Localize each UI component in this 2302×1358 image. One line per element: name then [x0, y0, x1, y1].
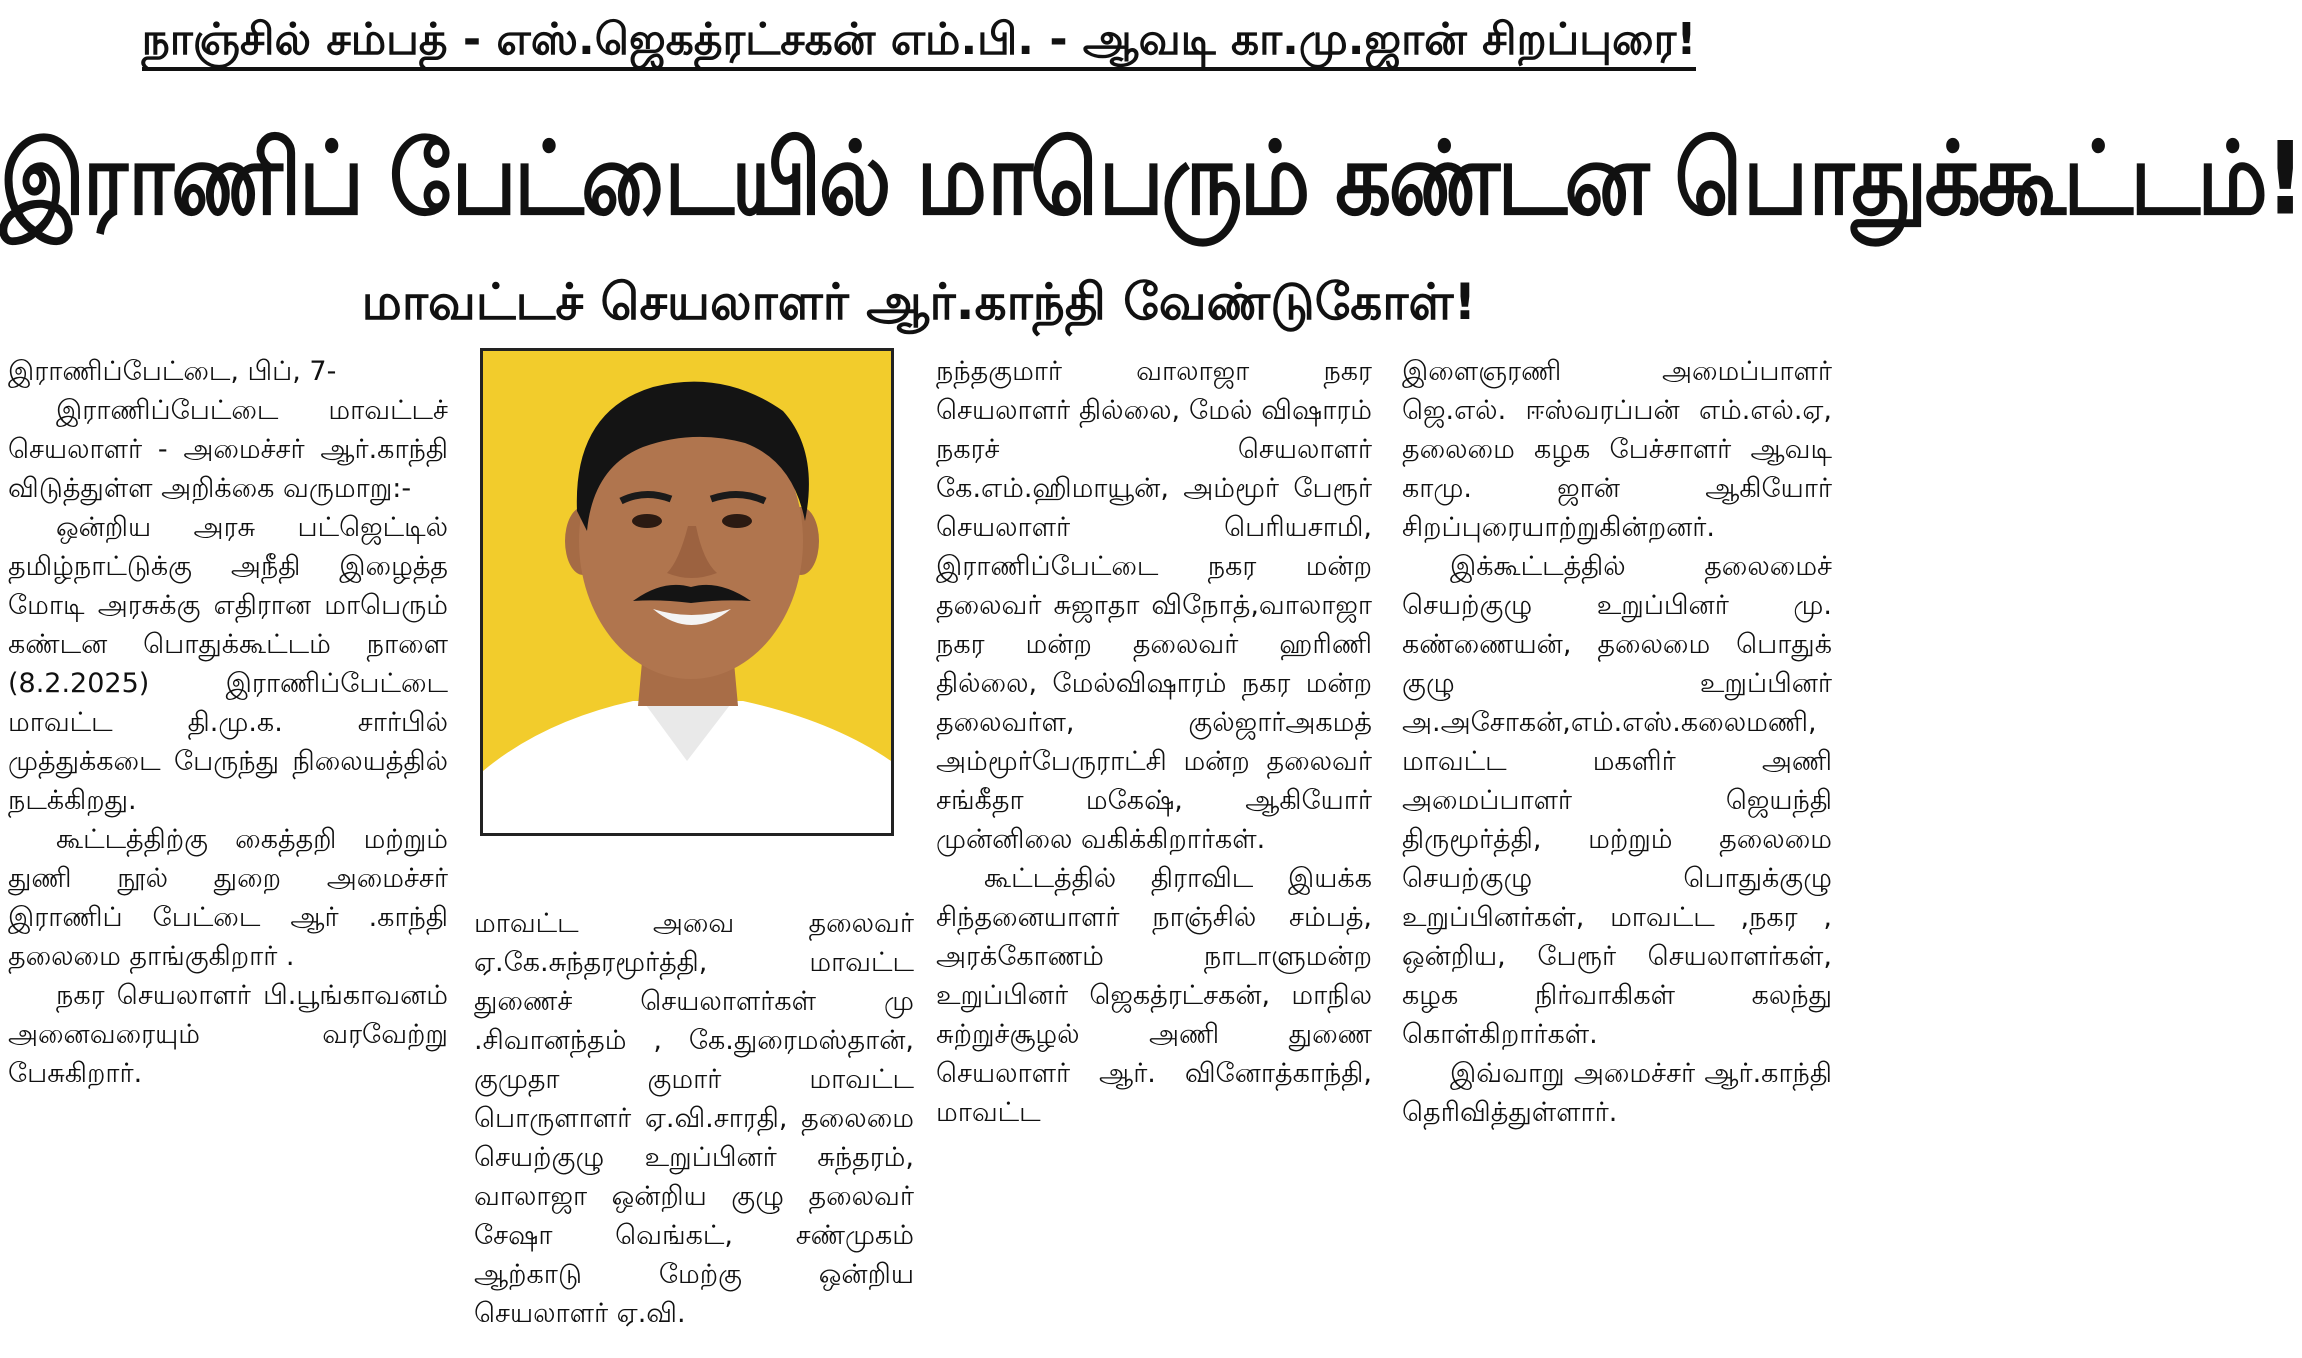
paragraph: இராணிப்பேட்டை மாவட்டச் செயலாளர் - அமைச்சர் ஆர்.காந்தி விடுத்துள்ள அறிக்கை வருமாறு:- — [8, 395, 448, 504]
subheadline: மாவட்டச் செயலாளர் ஆர்.காந்தி வேண்டுகோள்! — [361, 273, 1477, 331]
article-column-4 — [1402, 352, 1832, 1132]
paragraph: இவ்வாறு அமைச்சர் ஆர்.காந்தி தெரிவித்துள்ளார். — [1402, 1058, 1832, 1128]
paragraph: இளைஞரணி அமைப்பாளர் ஜெ.எல். ஈஸ்வரப்பன் எம்.எல்.ஏ, தலைமை கழக பேச்சாளர் ஆவடி காமு. ஜான் ஆகியோர் சிறப்புரையாற்றுகின்றனர். — [1402, 356, 1832, 543]
article-column-1 — [8, 352, 448, 1093]
article-column-2 — [474, 904, 914, 1333]
paragraph: கூட்டத்திற்கு கைத்தறி மற்றும் துணி நூல் துறை அமைச்சர் இராணிப் பேட்டை ஆர் .காந்தி தலைமை தாங்குகிறார் . — [8, 824, 448, 972]
headline: இராணிப் பேட்டையில் மாபெரும் கண்டன பொதுக்கூட்டம்! — [0, 118, 2302, 238]
paragraph: நகர செயலாளர் பி.பூங்காவனம் அனைவரையும் வரவேற்று பேசுகிறார். — [8, 980, 448, 1089]
kicker-line — [0, 10, 1838, 70]
kicker-text: நாஞ்சில் சம்பத் - எஸ்.ஜெகத்ரட்சகன் எம்.பி. - ஆவடி கா.மு.ஜான் சிறப்புரை! — [142, 14, 1697, 71]
paragraph: கூட்டத்தில் திராவிட இயக்க சிந்தனையாளர் நாஞ்சில் சம்பத், அரக்கோணம் நாடாளுமன்ற உறுப்பினர் ஜெகத்ரட்சகன், மாநில சுற்றுச்சூழல் அணி துணை செயலாளர் ஆர். வினோத்காந்தி, மாவட்ட — [936, 863, 1372, 1128]
paragraph: மாவட்ட அவை தலைவர் ஏ.கே.சுந்தரமூர்த்தி, மாவட்ட துணைச் செயலாளர்கள் மு .சிவானந்தம் , கே.துரைமஸ்தான், குமுதா குமார் மாவட்ட பொருளாளர் ஏ.வி.சாரதி, தலைமை செயற்குழு உறுப்பினர் சுந்தரம், வாலாஜா ஒன்றிய குழு தலைவர் சேஷா வெங்கட், சண்முகம் ஆற்காடு மேற்கு ஒன்றிய செயலாளர் ஏ.வி. — [474, 908, 914, 1329]
portrait-photo — [480, 348, 894, 836]
portrait-illustration — [483, 351, 891, 833]
paragraph: ஒன்றிய அரசு பட்ஜெட்டில் தமிழ்நாட்டுக்கு அநீதி இழைத்த மோடி அரசுக்கு எதிரான மாபெரும் கண்டன பொதுக்கூட்டம் நாளை (8.2.2025) இராணிப்பேட்டை மாவட்ட தி.மு.க. சார்பில் முத்துக்கடை பேருந்து நிலையத்தில் நடக்கிறது. — [8, 512, 448, 816]
paragraph: நந்தகுமார் வாலாஜா நகர செயலாளர் தில்லை, மேல் விஷாரம் நகரச் செயலாளர் கே.எம்.ஹிமாயூன், அம்மூர் பேரூர் செயலாளர் பெரியசாமி, இராணிப்பேட்டை நகர மன்ற தலைவர் சுஜாதா விநோத்,வாலாஜா நகர மன்ற தலைவர் ஹரிணி தில்லை, மேல்விஷாரம் நகர மன்ற தலைவர்ள, குல்ஜார்அகமத் அம்மூர்பேருராட்சி மன்ற தலைவர் சங்கீதா மகேஷ், ஆகியோர் முன்னிலை வகிக்கிறார்கள். — [936, 356, 1372, 855]
paragraph: இக்கூட்டத்தில் தலைமைச் செயற்குழு உறுப்பினர் மு. கண்ணையன், தலைமை பொதுக் குழு உறுப்பினர் அ.அசோகன்,எம்.எஸ்.கலைமணி, மாவட்ட மகளிர் அணி அமைப்பாளர் ஜெயந்தி திருமூர்த்தி, மற்றும் தலைமை செயற்குழு பொதுக்குழு உறுப்பினர்கள், மாவட்ட ,நகர , ஒன்றிய, பேரூர் செயலாளர்கள், கழக நிர்வாகிகள் கலந்து கொள்கிறார்கள். — [1402, 551, 1832, 1050]
paragraph: இராணிப்பேட்டை, பிப், 7- — [8, 356, 337, 387]
article-column-3 — [936, 352, 1372, 1132]
